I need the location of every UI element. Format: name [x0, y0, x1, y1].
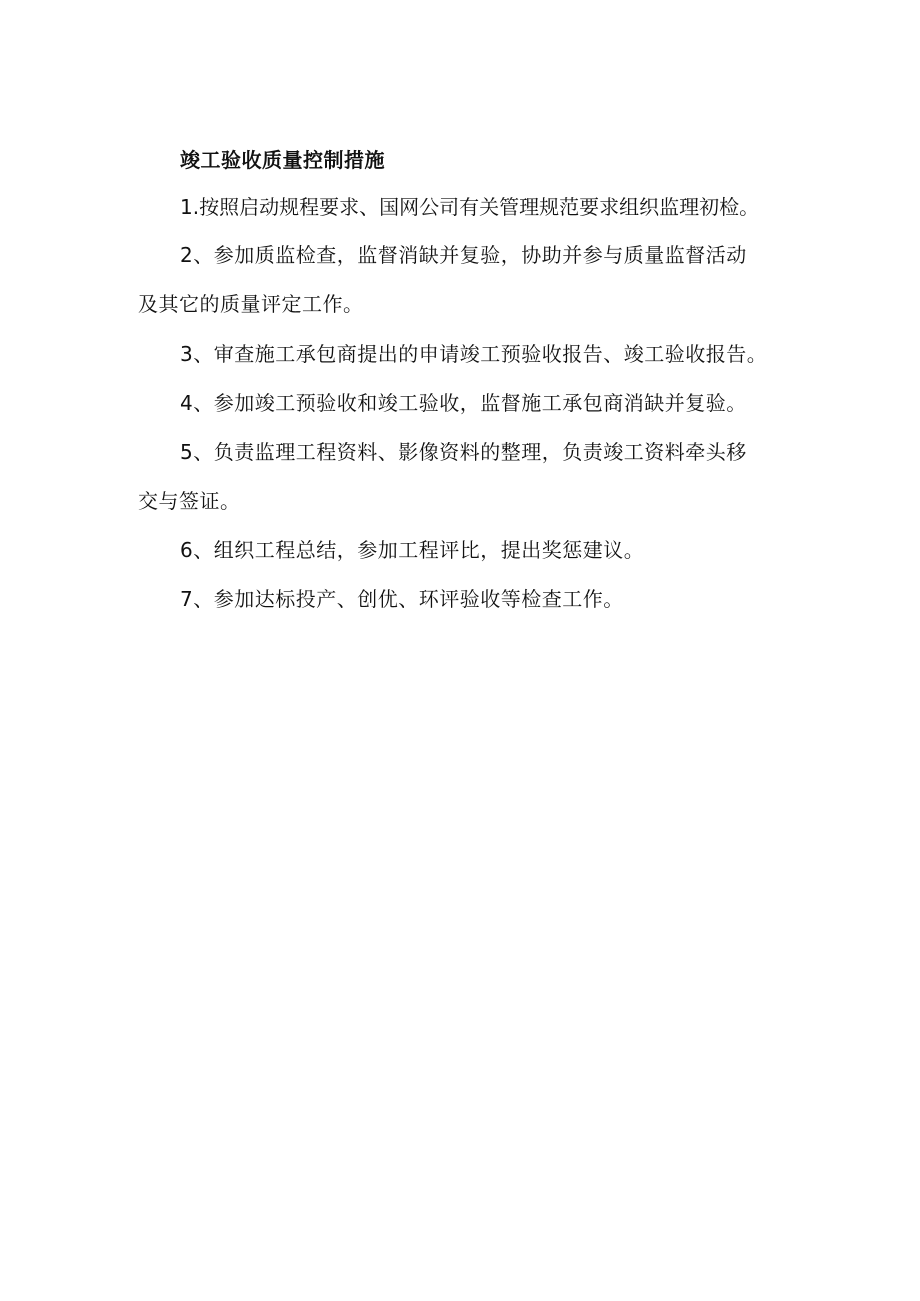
item-3: 3、审查施工承包商提出的申请竣工预验收报告、竣工验收报告。 — [180, 342, 768, 366]
item-5-line-2: 交与签证。 — [138, 489, 241, 513]
document-title: 竣工验收质量控制措施 — [180, 148, 385, 172]
item-2-line-1: 2、参加质监检查，监督消缺并复验，协助并参与质量监督活动 — [180, 243, 747, 267]
item-6: 6、组织工程总结，参加工程评比，提出奖惩建议。 — [180, 538, 645, 562]
item-5-line-1: 5、负责监理工程资料、影像资料的整理，负责竣工资料牵头移 — [180, 440, 747, 464]
item-2-line-2: 及其它的质量评定工作。 — [138, 292, 364, 316]
item-4: 4、参加竣工预验收和竣工验收，监督施工承包商消缺并复验。 — [180, 391, 747, 415]
item-7: 7、参加达标投产、创优、环评验收等检查工作。 — [180, 587, 624, 611]
item-1: 1.按照启动规程要求、国网公司有关管理规范要求组织监理初检。 — [180, 195, 760, 219]
